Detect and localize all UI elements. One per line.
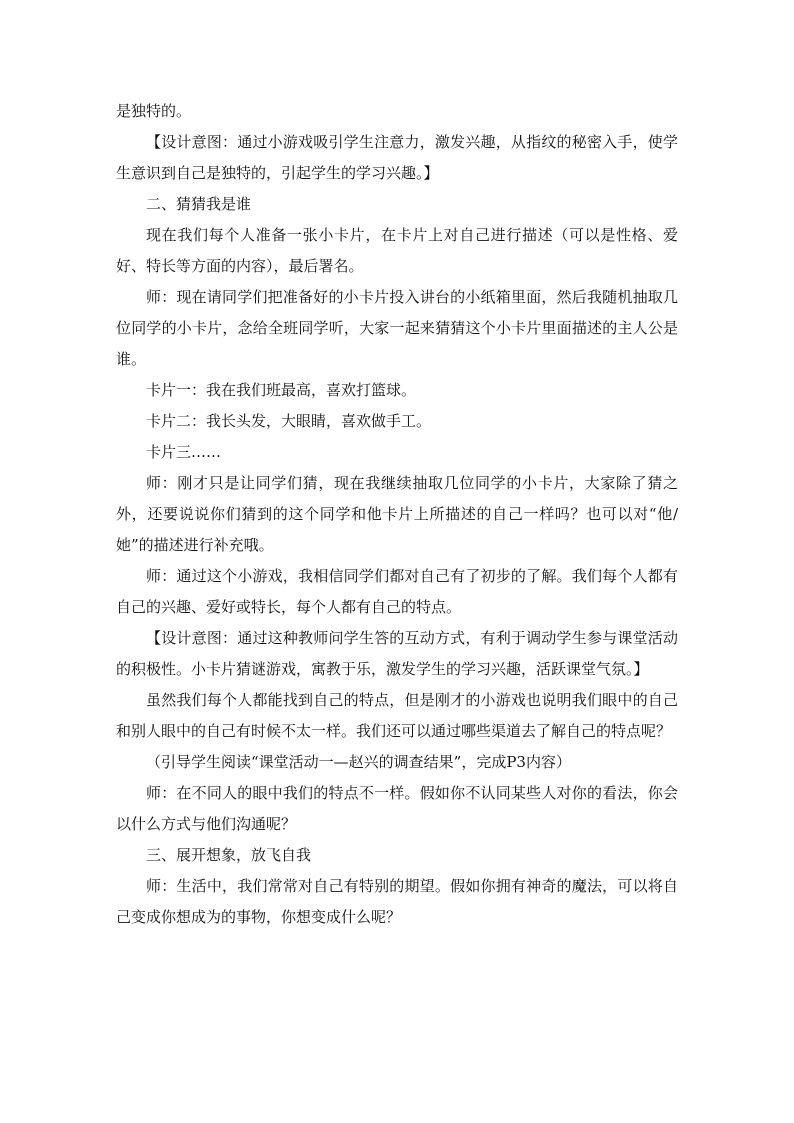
paragraph: 师：生活中，我们常常对自己有特别的期望。假如你拥有神奇的魔法，可以将自己变成你想成为的事物，你想变成什么呢？ (116, 877, 678, 926)
paragraph: 师：刚才只是让同学们猜，现在我继续抽取几位同学的小卡片，大家除了猜之外，还要说说你们猜到的这个同学和他卡片上所描述的自己一样吗？也可以对“他/她”的描述进行补充哦。 (116, 474, 678, 554)
design-intent-note: 【设计意图：通过小游戏吸引学生注意力，激发兴趣，从指纹的秘密入手，使学生意识到自己是独特的，引起学生的学习兴趣。】 (116, 133, 678, 182)
paragraph: 师：现在请同学们把准备好的小卡片投入讲台的小纸箱里面，然后我随机抽取几位同学的小卡片，念给全班同学听，大家一起来猜猜这个小卡片里面描述的主人公是谁。 (116, 288, 678, 368)
paragraph: 是独特的。 (116, 102, 192, 120)
card-example: 卡片三…… (146, 443, 222, 461)
design-intent-note: 【设计意图：通过这种教师问学生答的互动方式，有利于调动学生参与课堂活动的积极性。小卡片猜谜游戏，寓教于乐，激发学生的学习兴趣，活跃课堂气氛。】 (116, 629, 678, 678)
card-example: 卡片二：我长头发，大眼睛，喜欢做手工。 (146, 412, 432, 430)
paragraph: 虽然我们每个人都能找到自己的特点，但是刚才的小游戏也说明我们眼中的自己和别人眼中的自己有时候不太一样。我们还可以通过哪些渠道去了解自己的特点呢？ (116, 691, 678, 740)
section-heading: 三、展开想象，放飞自我 (146, 846, 312, 864)
activity-instruction: （引导学生阅读“课堂活动一—赵兴的调查结果”，完成P3内容） (146, 753, 571, 771)
document-body (116, 96, 678, 933)
paragraph: 现在我们每个人准备一张小卡片，在卡片上对自己进行描述（可以是性格、爱好、特长等方面的内容），最后署名。 (116, 226, 678, 275)
paragraph: 师：在不同人的眼中我们的特点不一样。假如你不认同某些人对你的看法，你会以什么方式与他们沟通呢？ (116, 784, 678, 833)
paragraph: 师：通过这个小游戏，我相信同学们都对自己有了初步的了解。我们每个人都有自己的兴趣、爱好或特长，每个人都有自己的特点。 (116, 567, 678, 616)
card-example: 卡片一：我在我们班最高，喜欢打篮球。 (146, 381, 417, 399)
section-heading: 二、猜猜我是谁 (146, 195, 252, 213)
